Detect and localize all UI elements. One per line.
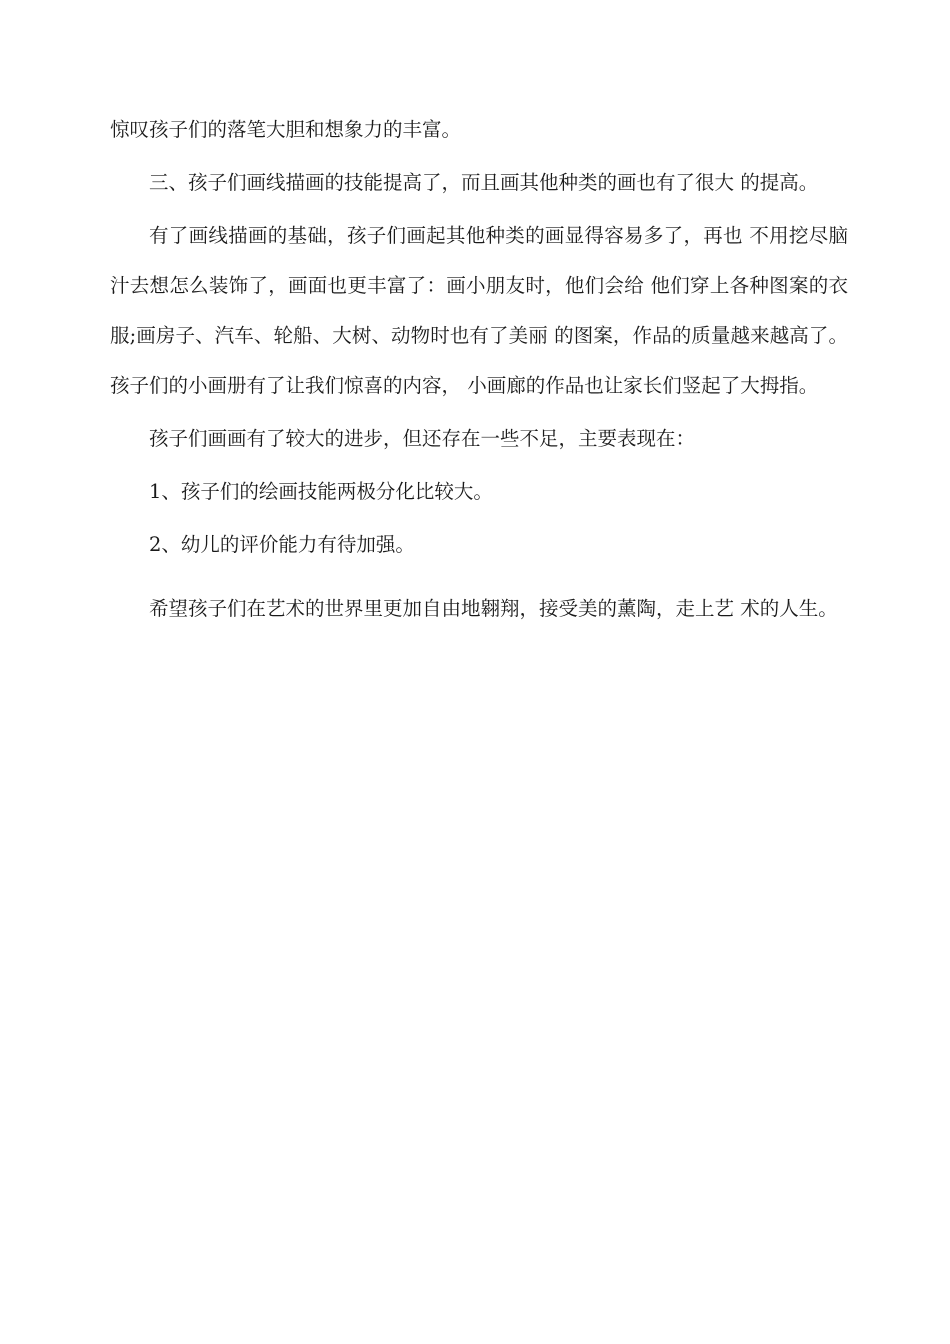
paragraph-line-drawing-basis: 有了画线描画的基础，孩子们画起其他种类的画显得容易多了，再也 不用挖尽脑汁去想怎么装饰了，画面也更丰富了：画小朋友时，他们会给 他们穿上各种图案的衣服;画房子、汽车、轮船、大树、动物时也有了美丽 的图案，作品的质量越来越高了。孩子们的小画册有了让我们惊喜的内容， 小画廊的作品也让家长们竖起了大拇指。 xyxy=(110,224,848,397)
paragraph-continuation: 惊叹孩子们的落笔大胆和想象力的丰富。 xyxy=(110,118,462,141)
list-item-shortcoming-1: 1、孩子们的绘画技能两极分化比较大。 xyxy=(149,480,493,503)
paragraph-section-three: 三、孩子们画线描画的技能提高了，而且画其他种类的画也有了很大 的提高。 xyxy=(149,171,819,194)
list-item-shortcoming-2: 2、幼儿的评价能力有待加强。 xyxy=(149,533,415,556)
document-body xyxy=(110,105,848,634)
paragraph-shortcomings-intro: 孩子们画画有了较大的进步，但还存在一些不足，主要表现在： xyxy=(149,427,696,450)
paragraph-closing-wish: 希望孩子们在艺术的世界里更加自由地翱翔，接受美的薰陶，走上艺 术的人生。 xyxy=(149,597,838,620)
